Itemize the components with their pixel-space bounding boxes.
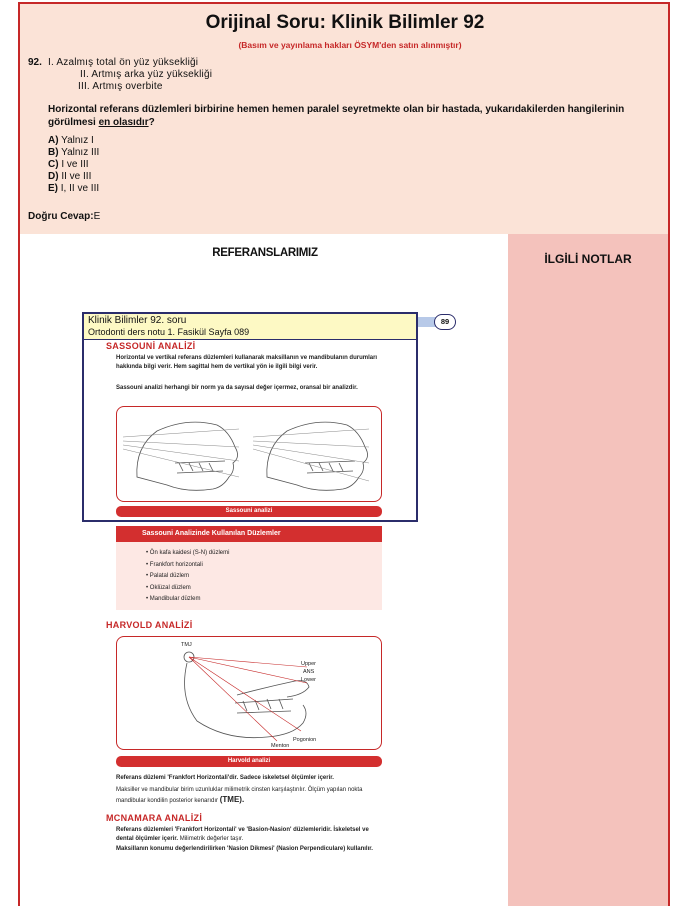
harvold-cephalogram-image bbox=[117, 637, 381, 749]
premise-2: II. Artmış arka yüz yüksekliği bbox=[80, 69, 213, 80]
option-letter: B) bbox=[48, 147, 59, 158]
option-letter: D) bbox=[48, 171, 59, 182]
option-text: Yalnız III bbox=[58, 147, 100, 158]
plane-name: Oklüzal düzlem bbox=[149, 584, 191, 591]
sassouni-caption: Sassouni analizi bbox=[116, 506, 382, 517]
source-document-header bbox=[84, 314, 416, 340]
correct-answer bbox=[28, 211, 100, 222]
mcnamara-text-normal: Milimetrik değerler taşır. bbox=[179, 836, 244, 842]
option-text: I, II ve III bbox=[58, 183, 100, 194]
tmj-label: TMJ bbox=[181, 642, 192, 648]
option-b[interactable] bbox=[48, 147, 99, 158]
sassouni-figure bbox=[116, 406, 382, 502]
pogonion-label: Pogonion bbox=[293, 737, 317, 743]
harvold-paragraph-2 bbox=[116, 786, 388, 806]
source-title: Klinik Bilimler 92. soru bbox=[88, 315, 187, 326]
option-c[interactable] bbox=[48, 159, 89, 170]
page-number-badge: 89 bbox=[434, 314, 456, 330]
list-item: • Ön kafa kaidesi (S-N) düzlemi bbox=[146, 550, 230, 556]
list-item: • Mandibular düzlem bbox=[146, 596, 201, 602]
option-letter: E) bbox=[48, 183, 58, 194]
premise-3: III. Artmış overbite bbox=[78, 81, 163, 92]
option-text: Yalnız I bbox=[58, 135, 94, 146]
question-panel bbox=[20, 4, 668, 234]
list-item: • Oklüzal düzlem bbox=[146, 584, 191, 591]
planes-list bbox=[146, 548, 229, 606]
option-e[interactable] bbox=[48, 183, 99, 194]
harvold-heading: HARVOLD ANALİZİ bbox=[106, 620, 193, 630]
option-d[interactable] bbox=[48, 171, 91, 182]
harvold-figure bbox=[116, 636, 382, 750]
mcnamara-paragraph-1 bbox=[116, 826, 388, 844]
source-page: Ortodonti ders notu 1. Fasikül Sayfa 089 bbox=[88, 327, 250, 337]
mcnamara-heading: MCNAMARA ANALİZİ bbox=[106, 813, 203, 823]
list-item: • Palatal düzlem bbox=[146, 573, 190, 579]
option-text: II ve III bbox=[58, 171, 92, 182]
question-stem bbox=[48, 103, 648, 129]
answer-label: Doğru Cevap: bbox=[28, 211, 94, 222]
sassouni-cephalograms-image bbox=[117, 407, 381, 501]
harvold-caption: Harvold analizi bbox=[116, 756, 382, 767]
harvold-text: Maksiller ve mandibular birim uzunluklar milimetrik cinsten karşılaştırılır. Ölçüm yapılan nokta mandibular kondilin posterior kenarıdır bbox=[116, 787, 363, 804]
mcnamara-paragraph-2: Maksillanın konumu değerlendirilirken 'Nasion Dikmesi' (Nasion Perpendiculare) kullanılır. bbox=[116, 846, 373, 852]
plane-name: Frankfort horizontali bbox=[149, 561, 203, 568]
option-letter: C) bbox=[48, 159, 59, 170]
stem-text: Horizontal referans düzlemleri birbirine hemen hemen paralel seyretmekte olan bir hastada, yukarıdakilerden hangilerinin görülmesi bbox=[48, 104, 625, 128]
planes-heading: Sassouni Analizinde Kullanılan Düzlemler bbox=[116, 526, 382, 542]
notes-title: İLGİLİ NOTLAR bbox=[544, 252, 632, 266]
tme-abbrev: (TME). bbox=[219, 795, 245, 804]
references-panel bbox=[20, 234, 508, 906]
ans-label: ANS bbox=[303, 669, 315, 675]
option-letter: A) bbox=[48, 135, 59, 146]
plane-name: Mandibular düzlem bbox=[149, 596, 201, 602]
copyright-note: (Basım ve yayınlama hakları ÖSYM'den satın alınmıştır) bbox=[238, 40, 462, 50]
plane-name: Ön kafa kaidesi (S-N) düzlemi bbox=[149, 550, 230, 556]
sassouni-paragraph-2: Sassouni analizi herhangi bir norm ya da sayısal değer içermez, oransal bir analizdir. bbox=[116, 385, 358, 391]
harvold-paragraph-1: Referans düzlemi 'Frankfort Horizontali'dir. Sadece iskeletsel ölçümler içerir. bbox=[116, 775, 334, 781]
stem-end: ? bbox=[148, 117, 155, 128]
page-title: Orijinal Soru: Klinik Bilimler 92 bbox=[205, 12, 485, 33]
stem-emphasis: en olasıdır bbox=[98, 117, 149, 128]
premise-1: I. Azalmış total ön yüz yüksekliği bbox=[48, 57, 199, 68]
plane-name: Palatal düzlem bbox=[149, 573, 190, 579]
page-frame bbox=[18, 2, 670, 906]
menton-label: Menton bbox=[271, 743, 290, 749]
list-item: • Frankfort horizontali bbox=[146, 561, 203, 568]
notes-panel bbox=[508, 234, 668, 906]
sassouni-heading: SASSOUNİ ANALİZİ bbox=[106, 341, 196, 351]
question-number: 92. bbox=[28, 57, 42, 68]
mcnamara-text: Referans düzlemleri 'Frankfort Horizontali' ve 'Basion-Nasion' düzlemleridir. İskeletsel ve dental ölçümler içerir. bbox=[116, 827, 369, 842]
upper-label: Upper bbox=[301, 661, 316, 667]
references-title: REFERANSLARIMIZ bbox=[212, 247, 318, 259]
option-text: I ve III bbox=[58, 159, 89, 170]
sassouni-paragraph-1: Horizontal ve vertikal referans düzlemleri kullanarak maksillanın ve mandibulanın durumları hakkında bilgi verir. Hem sagittal hem de vertikal yön ie ilgili bilgi verir. bbox=[116, 355, 378, 370]
option-a[interactable] bbox=[48, 135, 94, 146]
answer-value: E bbox=[93, 211, 101, 222]
sassouni-planes-box bbox=[116, 526, 382, 610]
lower-label: Lower bbox=[301, 677, 316, 683]
